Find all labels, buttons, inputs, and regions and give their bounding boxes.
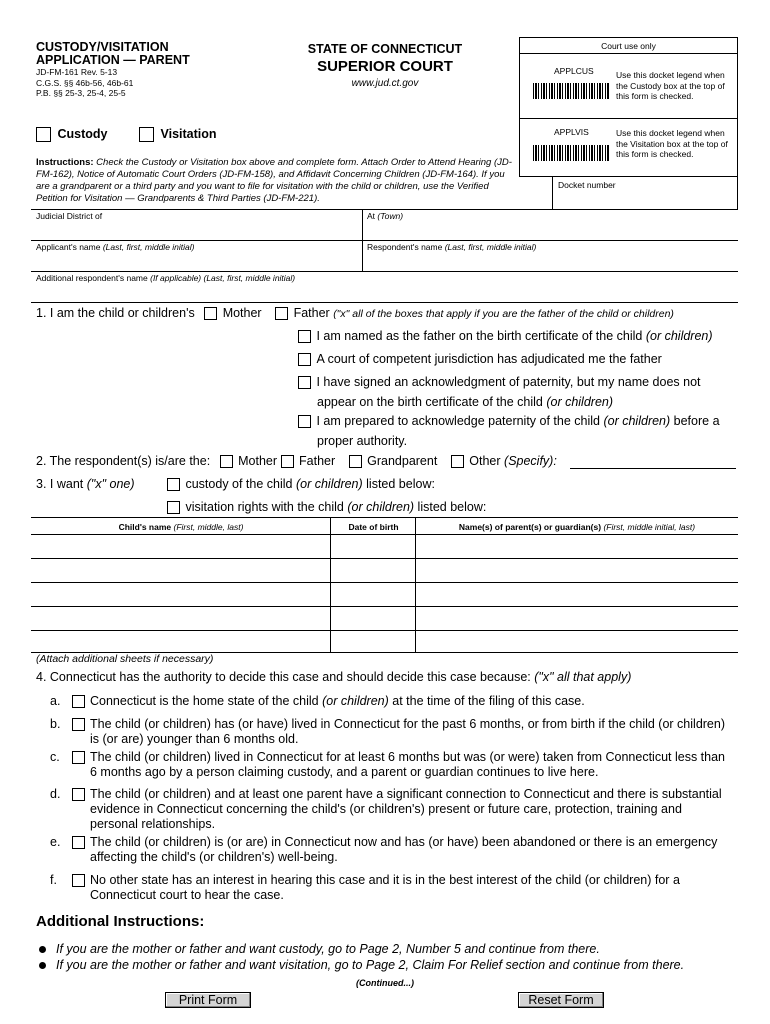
form-title-line2: APPLICATION — PARENT [36,53,190,67]
visitation-checkbox[interactable] [139,127,154,142]
q3-visitation-italic: (or children) [347,500,415,514]
q4-f-letter: f. [50,873,57,887]
q3-visitation-option [167,500,486,515]
q1-prepared-text: I am prepared to acknowledge paternity of the child [316,414,600,428]
q4-c-line2: 6 months ago by a person claiming custody, and a parent or guardian continues to live here. [90,765,599,779]
q2-grandparent-checkbox[interactable] [349,455,362,468]
website: www.jud.ct.gov [351,78,419,89]
docket-number-label: Docket number [558,180,616,190]
q2-father-checkbox[interactable] [281,455,294,468]
col-parents-label: Name(s) of parent(s) or guardian(s) [458,522,602,532]
q1-prepared-italic: (or children) [603,414,671,428]
q1-father-note: ("x" all of the boxes that apply if you are the father of the child or children) [333,308,674,320]
q3-line [36,477,135,492]
q4-prefix: 4. Connecticut has the authority to decide this case and should decide this case because: [36,670,531,684]
col-parents-hint: (First, middle initial, last) [603,522,696,532]
q4-a-text-main: Connecticut is the home state of the child [90,694,319,708]
form-number: JD-FM-161 Rev. 5-13 [36,67,118,77]
respondent-name-field[interactable] [362,240,738,271]
q2-mother-label: Mother [238,454,278,468]
q1-acknowledgment-italic: (or children) [546,395,614,409]
children-table [31,517,738,652]
q2-line [36,454,557,469]
docket-code-visitation: APPLVIS [554,127,589,137]
q2-mother-checkbox[interactable] [220,455,233,468]
q2-grandparent-label: Grandparent [367,454,438,468]
q1-birth-cert-checkbox[interactable] [298,330,311,343]
q4-e-checkbox[interactable] [72,836,85,849]
table-row[interactable] [31,606,738,607]
q1-mother-label: Mother [222,306,262,320]
applicant-name-field[interactable] [31,240,362,271]
col-child-name-hint: (First, middle, last) [173,522,244,532]
docket-note-custody: Use this docket legend when the Custody box at the top of this form is checked. [616,70,725,101]
court-name: SUPERIOR COURT [317,58,453,75]
court-use-title: Court use only [601,41,656,51]
form-title [36,41,190,67]
instructions [36,157,516,205]
q3-hint: ("x" one) [86,477,135,491]
q1-line [36,306,674,322]
q2-father-label: Father [299,454,336,468]
q2-other-hint: (Specify): [504,454,557,468]
q1-birth-cert-text: I am named as the father on the birth certificate of the child [316,329,643,343]
q4-e-line2: affecting the child's (or children's) well-being. [90,850,338,864]
q1-prepared-checkbox[interactable] [298,415,311,428]
respondent-label: Respondent's name [367,242,443,252]
judicial-district-label: Judicial District of [36,211,103,221]
at-hint: (Town) [377,211,404,221]
q3-custody-checkbox[interactable] [167,478,180,491]
q4-d-checkbox[interactable] [72,788,85,801]
additional-bullet2: If you are the mother or father and want visitation, go to Page 2, Claim For Relief section and continue from there. [56,958,685,972]
at-label: At [367,211,376,221]
q4-f-checkbox[interactable] [72,874,85,887]
q4-d-line2: evidence in Connecticut concerning the child's (or children's) present or future care, protection, training and [90,802,682,816]
visitation-label: Visitation [160,127,217,141]
print-form-button[interactable]: Print Form [165,992,251,1008]
q1-adjudicated-text: A court of competent jurisdiction has adjudicated me the father [316,352,662,366]
q1-acknowledgment-text: I have signed an acknowledgment of paternity, but my name does not [316,375,701,389]
q1-father-label: Father [293,306,330,320]
q3-visitation-text: visitation rights with the child [185,500,344,514]
q4-hint: ("x" all that apply) [534,670,632,684]
q4-d-line3: personal relationships. [90,817,216,831]
judicial-district-field[interactable] [31,209,362,240]
q1-option-acknowledgment-cont [317,395,613,410]
visitation-option [139,127,217,142]
q1-prepared-end: before a [673,414,720,428]
col-child-name-label: Child's name [118,522,172,532]
q2-other-input[interactable] [570,468,736,469]
q3-prefix: 3. I want [36,477,84,491]
q1-prefix: 1. I am the child or children's [36,306,195,320]
q1-acknowledgment-checkbox[interactable] [298,376,311,389]
q3-custody-italic: (or children) [295,477,363,491]
q3-custody-text: custody of the child [185,477,293,491]
q4-f-line2: Connecticut court to hear the case. [90,888,284,902]
continued-note: (Continued...) [356,978,414,988]
q4-b-line1: The child (or children) has (or have) lived in Connecticut for the past 6 months, or from birth if the child (or children) [90,717,725,731]
q1-mother-checkbox[interactable] [204,307,217,320]
q4-a-checkbox[interactable] [72,695,85,708]
q1-option-prepared-cont: proper authority. [317,434,408,448]
q1-option-birth-cert [298,329,713,344]
q4-b-checkbox[interactable] [72,718,85,731]
docket-number-field[interactable] [552,177,738,209]
court-heading [290,42,480,89]
table-row[interactable] [31,630,738,631]
custody-checkbox[interactable] [36,127,51,142]
barcode-visitation [533,145,609,161]
q4-c-checkbox[interactable] [72,751,85,764]
statute-block [36,67,133,99]
barcode-custody [533,83,609,99]
state-name: STATE OF CONNECTICUT [307,42,463,56]
bullet-icon [39,946,46,953]
additional-bullet1: If you are the mother or father and want custody, go to Page 2, Number 5 and continue from there. [56,942,600,956]
cgs-citation: C.G.S. §§ 46b-56, 46b-61 [36,77,134,88]
q4-e-line1: The child (or children) is (or are) in Connecticut now and has (or have) been abandoned or there is an emergency [90,835,718,849]
additional-hint: (If applicable) (Last, first, middle initial) [150,273,296,283]
q4-d-line1: The child (or children) and at least one parent have a significant connection to Connecticut and there is substantial [90,787,722,801]
q1-option-prepared [298,414,720,429]
bullet-icon [39,962,46,969]
q4-b-letter: b. [50,717,61,731]
q3-custody-option [167,477,435,492]
q4-a-letter: a. [50,694,61,708]
attach-note: (Attach additional sheets if necessary) [36,653,214,665]
instructions-label: Instructions: [36,157,94,168]
town-field[interactable] [362,209,738,240]
table-row[interactable] [31,558,738,559]
col-dob: Date of birth [348,522,399,532]
q3-visitation-checkbox[interactable] [167,501,180,514]
docket-code-custody: APPLCUS [554,66,594,76]
q1-option-adjudicated [298,352,662,367]
additional-label: Additional respondent's name [36,273,148,283]
q1-adjudicated-checkbox[interactable] [298,353,311,366]
q4-d-letter: d. [50,787,61,801]
q1-birth-cert-italic: (or children) [645,329,713,343]
q3-custody-end: listed below: [366,477,435,491]
q1-father-checkbox[interactable] [275,307,288,320]
q2-other-checkbox[interactable] [451,455,464,468]
respondent-hint: (Last, first, middle initial) [444,242,537,252]
q4-b-line2: is (or are) younger than 6 months old. [90,732,299,746]
custody-label: Custody [57,127,108,141]
additional-respondent-field[interactable] [31,271,738,302]
applicant-label: Applicant's name [36,242,101,252]
q2-prefix: 2. The respondent(s) is/are the: [36,454,211,468]
col-child-name [31,522,331,532]
q4-f-line1: No other state has an interest in hearing this case and it is in the best interest of the child (or children) for a [90,873,680,887]
q1-option-acknowledgment [298,375,701,390]
court-use-box [519,37,738,177]
docket-note-visitation: Use this docket legend when the Visitation box at the top of this form is checked. [616,128,728,159]
pb-citation: P.B. §§ 25-3, 25-4, 25-5 [36,88,126,98]
q4-c-letter: c. [50,750,60,764]
applicant-hint: (Last, first, middle initial) [102,242,195,252]
custody-option [36,127,107,142]
additional-heading: Additional Instructions: [36,913,205,930]
q4-e-letter: e. [50,835,61,849]
q4-a-text-italic: (or children) [322,694,389,708]
instructions-text: Check the Custody or Visitation box above and complete form. Attach Order to Attend Hearing (JD-FM-162), Notice of Automatic Court Orders (JD-FM-158), and Affidavit Concerning Children (JD-FM-164). If you are a grandparent or a third party and you want to file for visitation with the child or children, use the Verified Petition for Visitation — Grandparents & Third Parties (JD-FM-221). [36,157,512,204]
form-title-line1: CUSTODY/VISITATION [36,40,169,54]
q4-a-text [90,694,585,709]
reset-form-button[interactable]: Reset Form [518,992,604,1008]
q1-acknowledgment-text2: appear on the birth certificate of the child [317,395,543,409]
q4-line [36,670,631,685]
table-row[interactable] [31,582,738,583]
q3-visitation-end: listed below: [417,500,487,514]
q2-other-label: Other [469,454,501,468]
q4-c-line1: The child (or children) lived in Connecticut for at least 6 months but was (or were) taken from Connecticut less than [90,750,726,764]
q4-a-text-end: at the time of the filing of this case. [392,694,585,708]
col-parents [416,522,738,532]
